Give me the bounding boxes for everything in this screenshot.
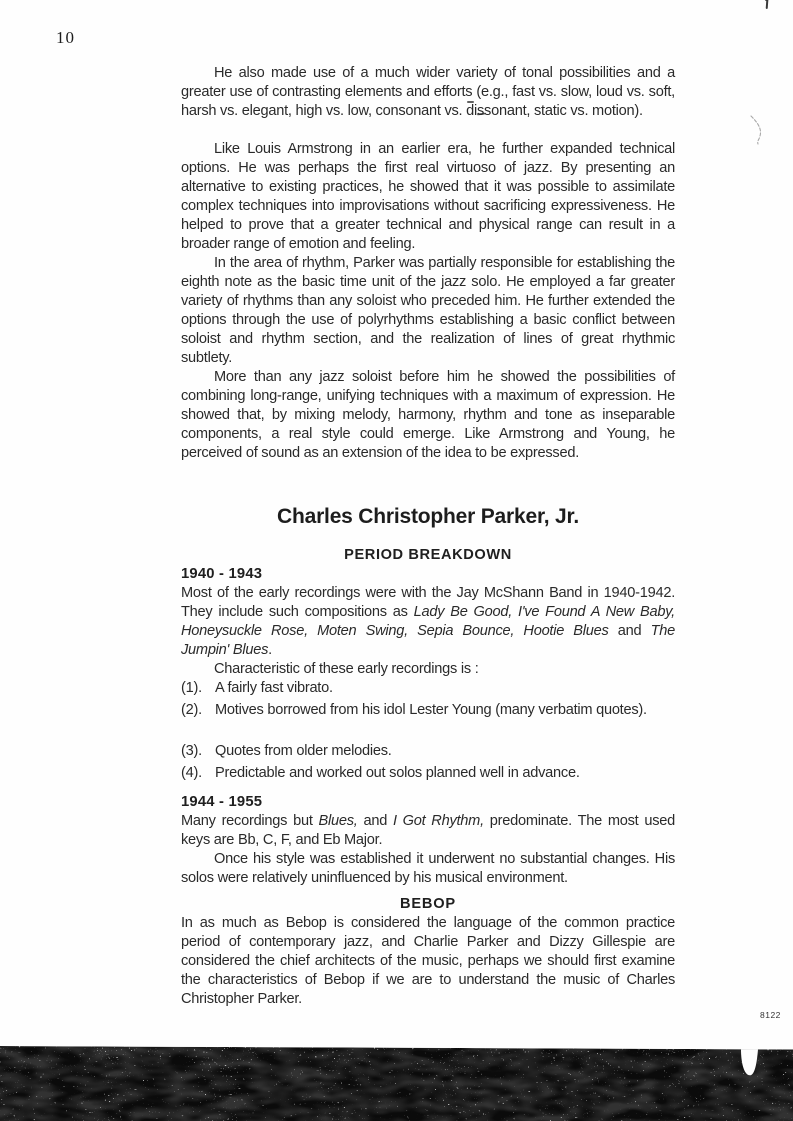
period2-summary: Many recordings but Blues, and I Got Rhythm, predominate. The most used keys are Bb, C, F, and Eb Major.: [181, 813, 676, 848]
list-item-1: [181, 679, 675, 698]
list-item-2: [181, 701, 675, 739]
list-item-text: Motives borrowed from his idol Lester Young (many verbatim quotes).: [215, 702, 647, 718]
scan-noise-graphic: [0, 1046, 793, 1121]
list-item-number: (4).: [181, 765, 202, 781]
list-item-4: [181, 764, 675, 783]
paragraph-long-range: More than any jazz soloist before him he showed the possibilities of combining long-range, unifying techniques with a maximum of expression. He showed that, by mixing melody, harmony, rhythm and tone as inseparable components, a real style could emerge. Like Armstrong and Young, he perceived of sound as an extension of the idea to be expressed.: [181, 369, 675, 461]
list-item-number: (1).: [181, 680, 202, 696]
list-item-3: [181, 742, 675, 761]
list-item-text: Predictable and worked out solos planned well in advance.: [215, 765, 580, 781]
list-item-number: (2).: [181, 702, 202, 718]
chapter-title: Charles Christopher Parker, Jr.: [277, 505, 579, 528]
period-breakdown-heading: PERIOD BREAKDOWN: [344, 547, 512, 563]
characteristics-intro: Characteristic of these early recordings is :: [214, 661, 479, 677]
characteristics-list: [181, 679, 675, 783]
paragraph-louis-armstrong: Like Louis Armstrong in an earlier era, he further expanded technical options. He was perhaps the first real virtuoso of jazz. By presenting an alternative to existing practices, he showed that it was possible to assimilate complex techniques into improvisations without sacrificing expressiveness. He helped to prove that a greater technical and physical range can result in a broader range of emotion and feeling.: [181, 141, 675, 252]
plate-number: 8122: [760, 1010, 781, 1020]
period-label-1944-1955: 1944 - 1955: [181, 794, 263, 810]
period-label-1940-1943: 1940 - 1943: [181, 566, 263, 582]
paragraph-rhythm: In the area of rhythm, Parker was partially responsible for establishing the eighth note as the basic time unit of the jazz solo. He employed a far greater variety of rhythms than any soloist who preceded him. He further extended the options through the use of polyrhythms establishing a basic conflict between soloist and rhythm section, and the realization of lines of great rhythmic subtlety.: [181, 255, 675, 366]
bebop-heading: BEBOP: [400, 896, 456, 912]
scan-squiggle-mark: [749, 114, 767, 148]
period2-note: Once his style was established it underwent no substantial changes. His solos were relatively uninfluenced by his musical environment.: [181, 851, 675, 886]
text-column: [181, 64, 675, 1009]
bebop-paragraph: In as much as Bebop is considered the language of the common practice period of contemporary jazz, and Charlie Parker and Dizzy Gillespie are considered the chief architects of the music, perhaps we should first examine the characteristics of Bebop if we are to understand the music of Charles Christopher Parker.: [181, 915, 675, 1007]
page-number: 10: [56, 28, 75, 47]
period1-summary: Most of the early recordings were with the Jay McShann Band in 1940-1942. They include such compositions as Lady Be Good, I've Found A New Baby, Honeysuckle Rose, Moten Swing, Sepia Bounce, Hootie Blues and The Jumpin' Blues.: [181, 585, 675, 658]
list-item-number: (3).: [181, 743, 202, 759]
list-item-text: A fairly fast vibrato.: [215, 680, 333, 696]
paragraph-tonal-possibilities: He also made use of a much wider variety of tonal possibilities and a greater use of contrasting elements and efforts (e.g., fast vs. slow, loud vs. soft, harsh vs. elegant, high vs. low, consonant vs. dissonant, static vs. motion).: [181, 65, 675, 119]
scan-mark-top-right: [766, 0, 769, 9]
scan-artifact-strip: [0, 1046, 793, 1121]
list-item-text: Quotes from older melodies.: [215, 743, 392, 759]
